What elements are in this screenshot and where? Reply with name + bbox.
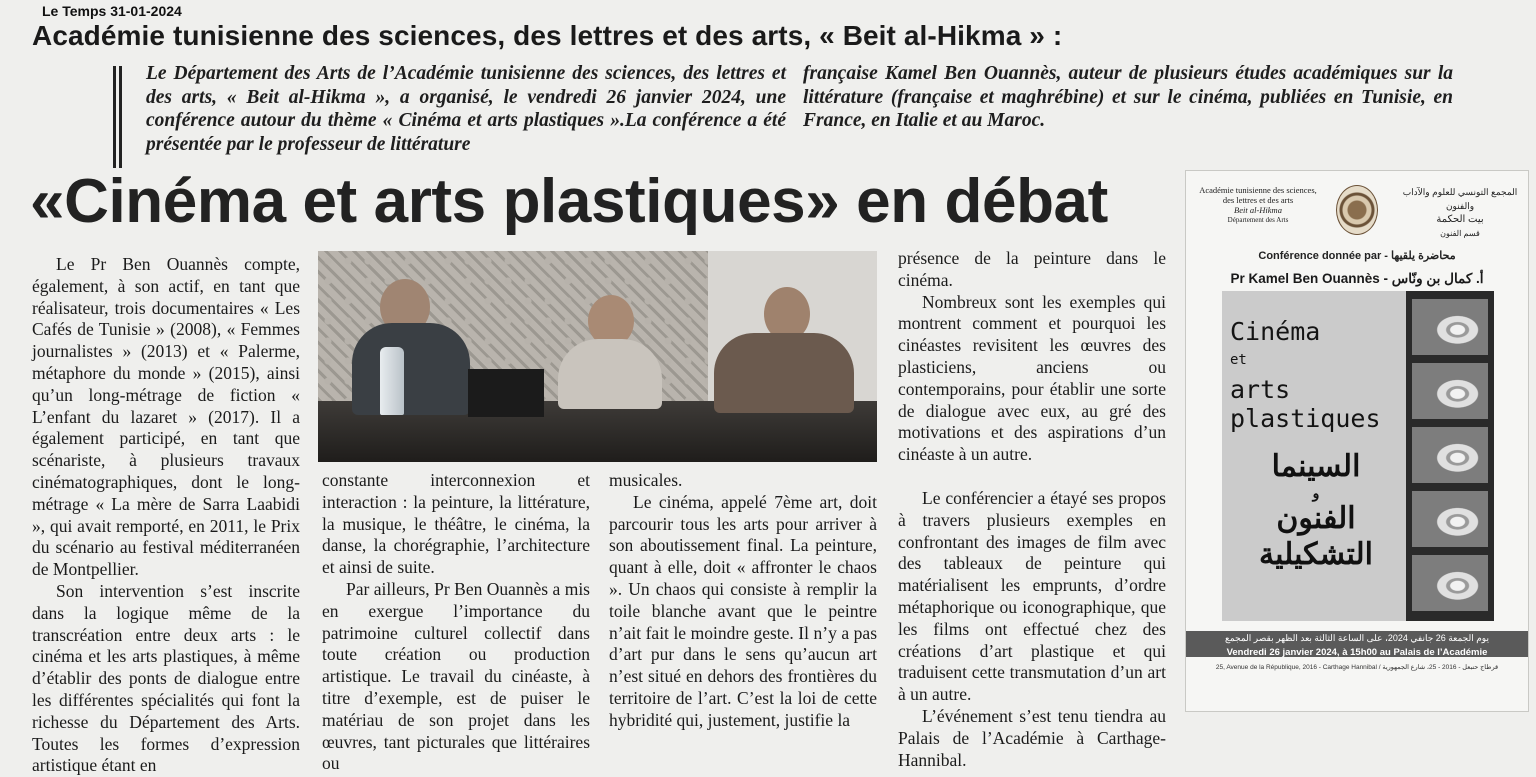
column-3-paragraph-1: musicales.	[609, 470, 683, 490]
film-frame-2	[1412, 363, 1488, 419]
article-column-3	[609, 470, 877, 732]
article-column-1	[32, 254, 300, 777]
poster-address: 25, Avenue de la République, 2016 - Carthage Hannibal / قرطاج حنبعل - 2016 - 25، شارع الجمهورية	[1215, 664, 1499, 671]
column-1-paragraph-1: Le Pr Ben Ouannès compte, également, à son actif, en tant que réalisateur, trois documentaires « Les Cafés de Tunisie » (2008), « Femmes journalistes » (2013) et « Palerme, métaphore du monde » (2015), ainsi qu’un long-métrage de fiction « L’enfant du lazaret » (2017). Il a également participé, en tant que scénariste, à plusieurs travaux cinématographiques, dont le long-métrage « La mère de Sarra Laabidi », qui avait remporté, en 2011, le Prix du scénario au festival méditerranéen de Montpellier.	[32, 254, 300, 580]
article-column-2	[322, 470, 590, 775]
photo-water-bottle	[380, 347, 404, 415]
event-poster	[1185, 170, 1529, 712]
poster-header-fr	[1198, 185, 1318, 225]
academy-seal-icon	[1336, 185, 1378, 235]
photo-person-left-body	[352, 323, 470, 415]
column-4-paragraph-1: présence de la peinture dans le cinéma.	[898, 248, 1166, 290]
article-kicker: Académie tunisienne des sciences, des lettres et des arts, « Beit al-Hikma » :	[32, 20, 1063, 51]
film-frame-5	[1412, 555, 1488, 611]
poster-date-fr: Vendredi 26 janvier 2024, à 15h00 au Palais de l’Académie	[1226, 647, 1488, 658]
poster-header-ar-line1: المجمع التونسي للعلوم والآداب والفنون	[1402, 187, 1518, 211]
film-frame-4	[1412, 491, 1488, 547]
photo-person-middle-body	[558, 339, 662, 409]
lead-paragraph-part2: française Kamel Ben Ouannès, auteur de plusieurs études académiques sur la littérature (française et maghrébine) et sur le cinéma, publiées en Tunisie, en France, en Italie et au Maroc.	[803, 63, 1453, 131]
poster-artwork	[1222, 291, 1494, 621]
poster-title-fr-line3: arts	[1230, 375, 1291, 404]
poster-title-ar-line4: التشكيلية	[1259, 538, 1373, 571]
newspaper-source: Le Temps 31-01-2024	[42, 3, 182, 19]
article-headline: «Cinéma et arts plastiques» en débat	[30, 167, 1108, 236]
lead-paragraph-part1: Le Département des Arts de l’Académie tunisienne des sciences, des lettres et des arts, « Beit al-Hikma », a organisé, le vendredi 26 janvier 2024, une conférence autour du thème « Cinéma et arts plastiques ».La conférence a été présentée par le professeur de littérature	[146, 63, 786, 155]
column-3-paragraph-2: Le cinéma, appelé 7ème art, doit parcourir tous les arts pour arriver à son aboutissement final. La peinture, quant à elle, doit « affronter le chaos ». Un chaos qui consiste à remplir la toile blanche avant que le peintre n’ait fait le moindre geste. Il n’y a pas d’art pur dans le sens qu’aucun art n’est situé en dehors des frontières du territoire de l’art. C’est la loi de cette hybridité qui, justement, justifie la	[609, 491, 877, 730]
poster-conference-line: Conférence donnée par - محاضرة يلقيها	[1258, 250, 1456, 262]
article-column-4	[898, 248, 1166, 771]
poster-header-ar-line3: قسم الفنون	[1440, 229, 1480, 238]
poster-header-fr-line1: Académie tunisienne des sciences,	[1199, 185, 1317, 195]
poster-header-fr-line2: des lettres et des arts	[1222, 195, 1294, 205]
column-2-paragraph-1: constante interconnexion et interaction : la peinture, la littérature, la musique, le théâtre, le cinéma, la danse, la chorégraphie, l’architecture et ainsi de suite.	[322, 470, 590, 578]
film-frame-3	[1412, 427, 1488, 483]
poster-title-fr-line4: plastiques	[1230, 404, 1381, 433]
poster-header-fr-line4: Département des Arts	[1227, 216, 1289, 224]
lead-divider	[113, 66, 122, 168]
film-frame-1	[1412, 299, 1488, 355]
poster-title-ar-line1: السينما	[1271, 450, 1361, 483]
conference-photo	[318, 251, 877, 462]
poster-title-fr	[1230, 317, 1381, 433]
column-4-paragraph-2: Nombreux sont les exemples qui montrent comment et pourquoi les cinéastes revisitent les œuvres des plasticiens, anciens ou contemporains, pour établir une sorte de dialogue avec eux, au gré des motivations et des aspirations d’un cinéaste à un autre.	[898, 291, 1166, 465]
column-1-paragraph-2: Son intervention s’est inscrite dans la logique même de la transcréation entre deux arts : le cinéma et les arts plastiques, à même d’établir des ponts de dialogue entre les différentes spécialités qui font la richesse du Département des Arts. Toutes les formes d’expression artistique étant en	[32, 580, 300, 776]
poster-title-fr-line1: Cinéma	[1230, 317, 1321, 346]
poster-speaker: Pr Kamel Ben Ouannès - أ. كمال بن ونّاس	[1230, 271, 1484, 286]
column-2-paragraph-2: Par ailleurs, Pr Ben Ouannès a mis en exergue l’importance du patrimoine culturel collectif dans toute création ou production artistique. Le travail du cinéaste, à titre d’exemple, est de puiser le matériau de son projet dans les œuvres, tant picturales que littéraires ou	[322, 578, 590, 774]
photo-laptop	[468, 369, 544, 417]
poster-date-ar: يوم الجمعة 26 جانفي 2024، على الساعة الثالثة بعد الظهر بقصر المجمع	[1225, 633, 1489, 643]
poster-header-fr-line3: Beit al-Hikma	[1234, 205, 1282, 215]
column-4-paragraph-3: Le conférencier a étayé ses propos à travers plusieurs exemples en confrontant des images de film avec des tableaux de peinture qui matérialisent les emprunts, d’ordre métaphorique ou iconographique, que les films ont effectué chez des créations d’art plastique et qui traduisent cette transmutation d’un art à un autre.	[898, 487, 1166, 705]
poster-title-ar	[1236, 449, 1396, 573]
poster-header-ar	[1400, 185, 1520, 241]
photo-person-right-body	[714, 333, 854, 413]
column-4-paragraph-4: L’événement s’est tenu tiendra au Palais de l’Académie à Carthage-Hannibal.	[898, 705, 1166, 770]
poster-title-ar-line3: الفنون	[1276, 502, 1356, 535]
poster-title-fr-line2: et	[1230, 352, 1247, 368]
poster-title-ar-line2: و	[1312, 485, 1320, 501]
poster-film-strip	[1406, 291, 1494, 621]
poster-header-ar-line2: بيت الحكمة	[1436, 214, 1484, 225]
